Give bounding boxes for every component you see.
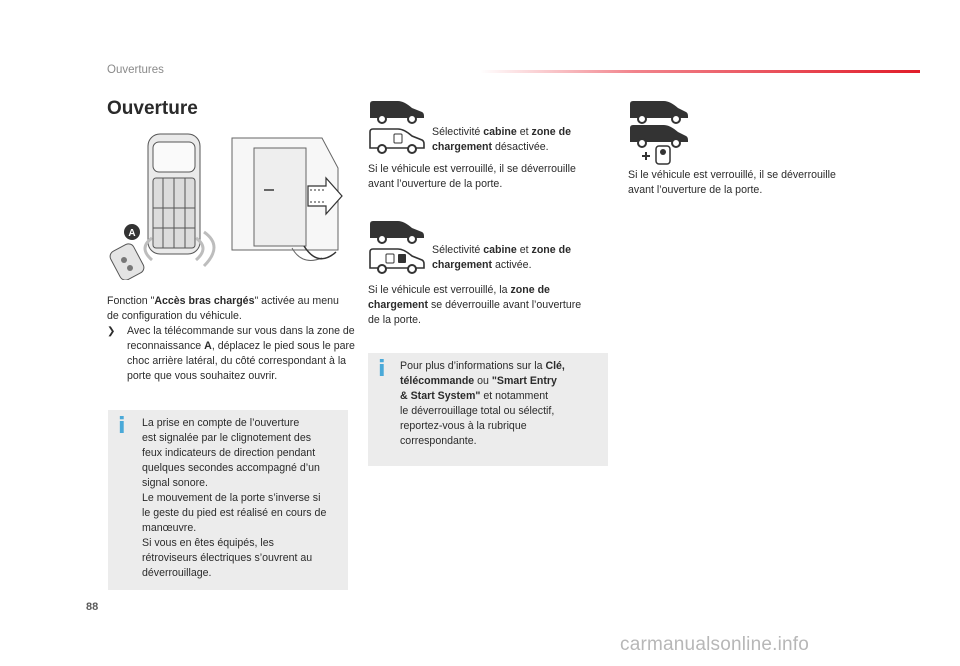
header-rule [480, 70, 920, 73]
vehicle-key-icon [628, 98, 690, 166]
selectivity-disabled-text: Si le véhicule est verrouillé, il se déverrouille avant l’ouverture de la porte. [368, 163, 576, 190]
page-heading: Ouverture [107, 98, 198, 119]
info-box-feedback: i La prise en compte de l’ouverture est signalée par le clignotement des feux indicateurs de direction pendant quelques secondes accompagné d’un signal sonore. Le mouvement de la porte s’inverse si le geste du pied est réalisé en cours de manœuvre. Si vous en êtes équipés, les rétroviseurs électriques s’ouvrent au déverrouillage. [108, 410, 348, 590]
info-icon: i [378, 357, 386, 382]
section-title: Ouvertures [107, 64, 164, 76]
intro-paragraph: Fonction "Accès bras chargés" activée au menu de configuration du véhicule. [107, 295, 339, 322]
selectivity-on-icon [368, 218, 426, 276]
selectivity-enabled-label: Sélectivité cabine et zone de chargement activée. [432, 244, 571, 271]
selectivity-enabled-text: Si le véhicule est verrouillé, la zone de chargement se déverrouille avant l’ouverture de la porte. [368, 284, 582, 326]
zone-a-label: A [128, 228, 136, 239]
selectivity-disabled-label: Sélectivité cabine et zone de chargement désactivée. [432, 126, 571, 153]
right-column-text: Si le véhicule est verrouillé, il se déverrouille avant l’ouverture de la porte. [628, 169, 836, 196]
kick-sensor-illustration [108, 128, 348, 280]
remote-key-icon [108, 242, 146, 280]
info-icon: i [118, 414, 126, 439]
info-box-references: i Pour plus d’informations sur la Clé, télécommande ou "Smart Entry & Start System" et notamment le déverrouillage total ou sélectif, reportez-vous à la rubrique correspondante. [368, 353, 608, 466]
page-number: 88 [86, 601, 99, 613]
instruction-bullet: ❯ Avec la télécommande sur vous dans la zone de reconnaissance A, déplacez le pied sous le pare choc arrière latéral, du côté correspondant à la porte que vous souhaitez ouvrir. [107, 325, 355, 382]
bullet-marker-icon: ❯ [107, 326, 116, 337]
watermark: carmanualsonline.info [620, 634, 810, 655]
selectivity-off-icon [368, 98, 426, 156]
